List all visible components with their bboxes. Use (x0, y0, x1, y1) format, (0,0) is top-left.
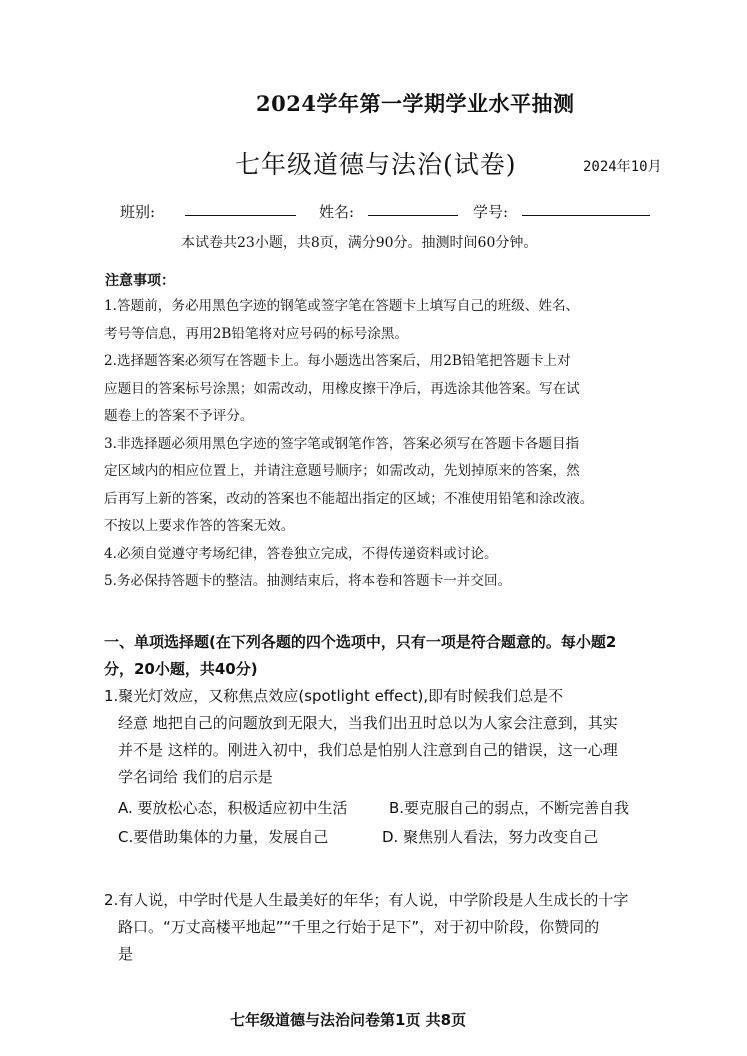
question-2-line: 是 (118, 945, 134, 963)
notice-list (104, 293, 672, 596)
exam-subtitle: 七年级道德与法治(试卷) (235, 150, 517, 179)
question-1-line: 1.聚光灯效应，又称焦点效应(spotlight effect),即有时候我们总是不 (104, 687, 564, 705)
question-2 (104, 887, 628, 968)
notice-line: 4.必须自觉遵守考场纪律，答卷独立完成，不得传递资料或讨论。 (104, 545, 498, 562)
question-1-line: 学名词给 我们的启示是 (118, 768, 273, 786)
question-2-line: 路口。“万丈高楼平地起”“千里之行始于足下”，对于初中阶段，你赞同的 (118, 918, 600, 936)
notice-line: 题卷上的答案不予评分。 (104, 408, 254, 424)
question-1 (104, 683, 618, 791)
notice-line: 定区域内的相应位置上，并请注意题号顺序；如需改动，先划掉原来的答案，然 (104, 463, 580, 479)
section-heading-line: 分，20小题，共40分) (104, 660, 258, 678)
page-footer: 七年级道德与法治问卷第1页 共8页 (230, 1011, 467, 1029)
name-blank (368, 215, 458, 216)
exam-title: 2024学年第一学期学业水平抽测 (256, 91, 575, 116)
notice-heading: 注意事项： (105, 273, 175, 289)
name-label: 姓名: (319, 203, 355, 221)
notice-line: 不按以上要求作答的答案无效。 (104, 518, 295, 534)
notice-line: 2.选择题答案必须写在答题卡上。每小题选出答案后，用2B铅笔把答题卡上对 (104, 353, 571, 369)
notice-line: 应题目的答案标号涂黑；如需改动，用橡皮擦干净后，再选涂其他答案。写在试 (104, 380, 580, 397)
notice-line: 5.务必保持答题卡的整洁。抽测结束后，将本卷和答题卡一并交回。 (104, 573, 512, 589)
class-label: 班别: (120, 203, 156, 221)
section-heading-line: 一、单项选择题(在下列各题的四个选项中，只有一项是符合题意的。每小题2 (104, 633, 617, 651)
option-b: B.要克服自己的弱点，不断完善自我 (389, 799, 630, 817)
option-a: A. 要放松心态，积极适应初中生活 (118, 799, 348, 817)
notice-line: 后再写上新的答案，改动的答案也不能超出指定的区域；不准使用铅笔和涂改液。 (104, 490, 594, 507)
exam-summary: 本试卷共23小题，共8页，满分90分。抽测时间60分钟。 (181, 235, 538, 251)
notice-line: 考号等信息，再用2B铅笔将对应号码的标号涂黑。 (104, 325, 409, 342)
student-no-label: 学号: (473, 203, 509, 221)
notice-line: 1.答题前，务必用黑色字迹的钢笔或签字笔在答题卡上填写自己的班级、姓名、 (104, 298, 580, 314)
student-no-blank (522, 215, 650, 216)
notice-line: 3.非选择题必须用黑色字迹的签字笔或钢笔作答，答案必须写在答题卡各题目指 (104, 435, 580, 452)
class-blank (185, 215, 296, 216)
question-1-line: 并不是 这样的。刚进入初中，我们总是怕别人注意到自己的错误，这一心理 (118, 741, 618, 759)
option-c: C.要借助集体的力量，发展自己 (118, 828, 329, 846)
question-2-line: 2.有人说，中学时代是人生最美好的年华；有人说，中学阶段是人生成长的十字 (104, 891, 629, 909)
section-heading (104, 629, 704, 683)
question-1-line: 经意 地把自己的问题放到无限大，当我们出丑时总以为人家会注意到，其实 (118, 714, 618, 732)
option-d: D. 聚焦别人看法，努力改变自己 (382, 828, 599, 846)
exam-date: 2024年10月 (583, 159, 662, 175)
